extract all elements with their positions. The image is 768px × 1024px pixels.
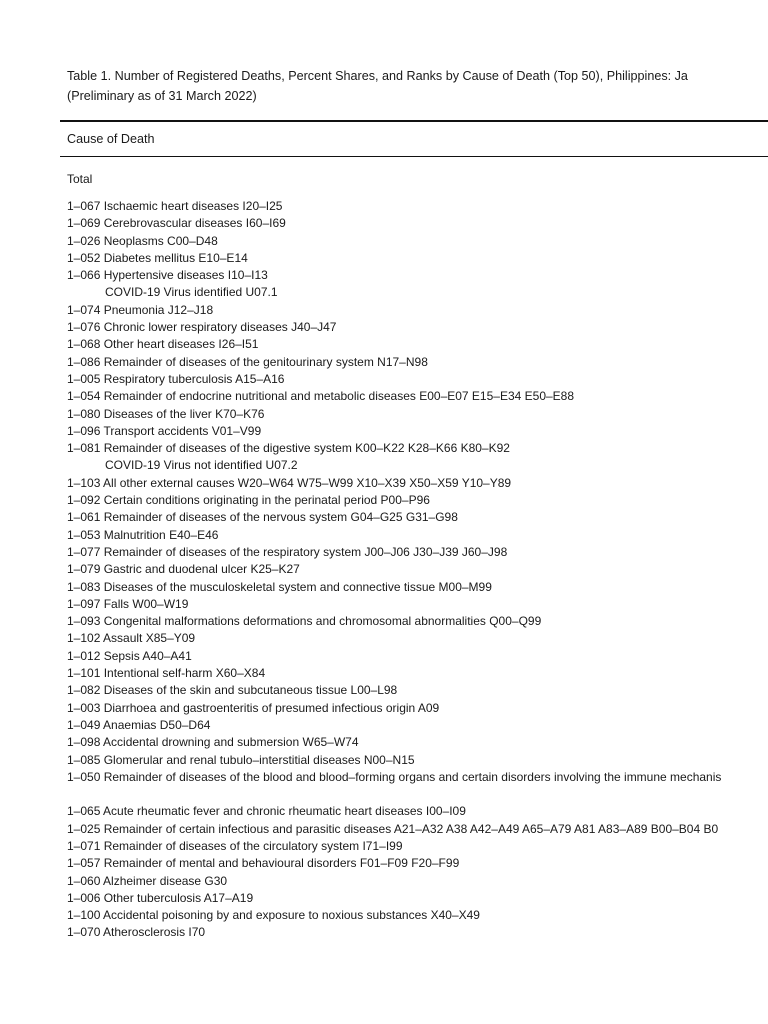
cause-row: 1–082 Diseases of the skin and subcutaneous tissue L00–L98	[67, 683, 398, 698]
cause-row: 1–081 Remainder of diseases of the digestive system K00–K22 K28–K66 K80–K92	[67, 441, 510, 456]
cause-row: 1–050 Remainder of diseases of the blood and blood–forming organs and certain disorders involving the immune mechanis	[67, 769, 722, 784]
table-title	[67, 66, 688, 106]
cause-row: 1–066 Hypertensive diseases I10–I13	[67, 268, 268, 283]
cause-row: 1–071 Remainder of diseases of the circulatory system I71–I99	[67, 838, 403, 853]
cause-row: 1–068 Other heart diseases I26–I51	[67, 337, 259, 352]
cause-subrow: COVID-19 Virus identified U07.1	[105, 285, 278, 300]
cause-row: 1–052 Diabetes mellitus E10–E14	[67, 250, 248, 265]
column-header-cause-of-death: Cause of Death	[67, 132, 155, 146]
cause-row: 1–026 Neoplasms C00–D48	[67, 233, 218, 248]
cause-row: 1–086 Remainder of diseases of the genitourinary system N17–N98	[67, 354, 428, 369]
cause-row: 1–080 Diseases of the liver K70–K76	[67, 406, 265, 421]
cause-row: 1–070 Atherosclerosis I70	[67, 925, 206, 940]
table-title-line-2: (Preliminary as of 31 March 2022)	[67, 89, 257, 103]
cause-row: 1–067 Ischaemic heart diseases I20–I25	[67, 199, 283, 213]
cause-of-death-list	[67, 198, 721, 942]
cause-row: 1–101 Intentional self-harm X60–X84	[67, 666, 266, 681]
cause-row: 1–092 Certain conditions originating in the perinatal period P00–P96	[67, 493, 430, 508]
cause-row: 1–060 Alzheimer disease G30	[67, 873, 228, 888]
cause-row: 1–005 Respiratory tuberculosis A15–A16	[67, 371, 285, 386]
cause-row: 1–083 Diseases of the musculoskeletal system and connective tissue M00–M99	[67, 579, 492, 594]
total-row-label: Total	[67, 172, 93, 186]
cause-subrow: COVID-19 Virus not identified U07.2	[105, 458, 298, 473]
cause-row: 1–057 Remainder of mental and behavioural disorders F01–F09 F20–F99	[67, 856, 460, 871]
cause-row: 1–096 Transport accidents V01–V99	[67, 423, 262, 438]
cause-row: 1–053 Malnutrition E40–E46	[67, 527, 219, 542]
cause-row: 1–054 Remainder of endocrine nutritional and metabolic diseases E00–E07 E15–E34 E50–E88	[67, 389, 575, 404]
cause-row: 1–100 Accidental poisoning by and exposure to noxious substances X40–X49	[67, 908, 480, 923]
table-top-rule	[60, 120, 768, 122]
cause-row: 1–065 Acute rheumatic fever and chronic rheumatic heart diseases I00–I09	[67, 804, 466, 819]
table-header-rule	[60, 156, 768, 157]
cause-row: 1–079 Gastric and duodenal ulcer K25–K27	[67, 562, 300, 577]
cause-row: 1–097 Falls W00–W19	[67, 596, 189, 611]
cause-row: 1–102 Assault X85–Y09	[67, 631, 196, 646]
cause-row: 1–069 Cerebrovascular diseases I60–I69	[67, 216, 286, 231]
cause-row: 1–025 Remainder of certain infectious and parasitic diseases A21–A32 A38 A42–A49 A65–A79 A81 A83–A89 B00–B04 B0	[67, 821, 719, 836]
cause-row: 1–061 Remainder of diseases of the nervous system G04–G25 G31–G98	[67, 510, 458, 525]
cause-row: 1–076 Chronic lower respiratory diseases J40–J47	[67, 320, 337, 335]
cause-row: 1–074 Pneumonia J12–J18	[67, 302, 214, 317]
cause-row: 1–006 Other tuberculosis A17–A19	[67, 890, 254, 905]
table-title-line-1: Table 1. Number of Registered Deaths, Percent Shares, and Ranks by Cause of Death (Top 50), Philippines: Ja	[67, 69, 688, 83]
cause-row: 1–003 Diarrhoea and gastroenteritis of presumed infectious origin A09	[67, 700, 440, 715]
cause-row: 1–077 Remainder of diseases of the respiratory system J00–J06 J30–J39 J60–J98	[67, 544, 508, 559]
cause-row: 1–098 Accidental drowning and submersion W65–W74	[67, 735, 359, 750]
cause-row: 1–085 Glomerular and renal tubulo–interstitial diseases N00–N15	[67, 752, 415, 767]
cause-row: 1–012 Sepsis A40–A41	[67, 648, 192, 663]
cause-row: 1–093 Congenital malformations deformations and chromosomal abnormalities Q00–Q99	[67, 614, 542, 629]
cause-row: 1–103 All other external causes W20–W64 W75–W99 X10–X39 X50–X59 Y10–Y89	[67, 475, 512, 490]
cause-row: 1–049 Anaemias D50–D64	[67, 717, 211, 732]
